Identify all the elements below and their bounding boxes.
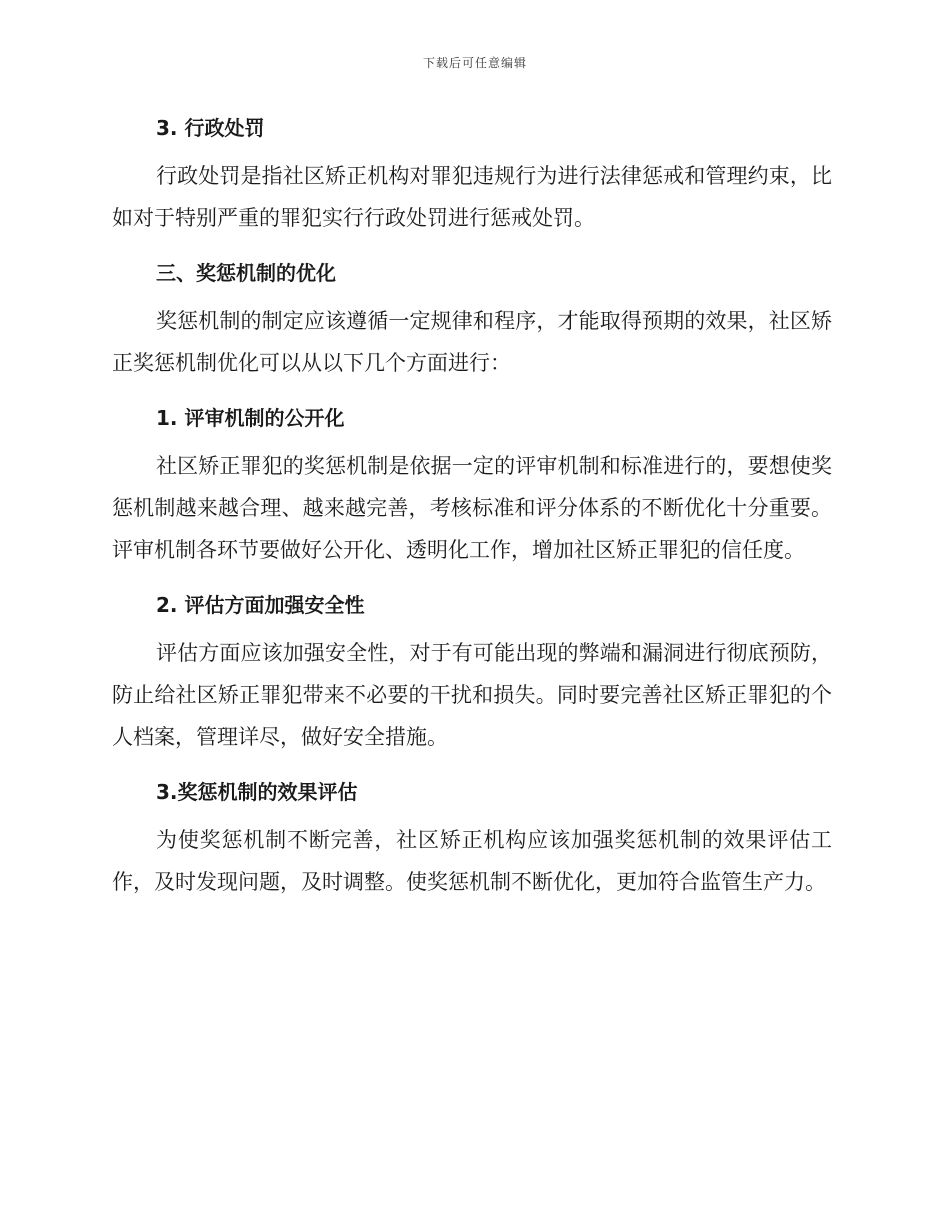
- paragraph-effect-evaluation: 为使奖惩机制不断完善，社区矫正机构应该加强奖惩机制的效果评估工作，及时发现问题，及时调整。使奖惩机制不断优化，更加符合监管生产力。: [112, 828, 832, 894]
- document-body: [112, 110, 832, 903]
- section-heading-assessment-security: 2. 评估方面加强安全性: [156, 593, 365, 617]
- page-header: 下载后可任意编辑: [422, 56, 527, 70]
- section-heading-administrative-penalty: 3. 行政处罚: [156, 116, 265, 140]
- paragraph-review-openness: 社区矫正罪犯的奖惩机制是依据一定的评审机制和标准进行的，要想使奖惩机制越来越合理、越来越完善，考核标准和评分体系的不断优化十分重要。评审机制各环节要做好公开化、透明化工作，增加社区矫正罪犯的信任度。: [112, 454, 832, 562]
- paragraph-administrative-penalty: 行政处罚是指社区矫正机构对罪犯违规行为进行法律惩戒和管理约束，比如对于特别严重的罪犯实行行政处罚进行惩戒处罚。: [112, 164, 832, 230]
- section-heading-optimization: 三、奖惩机制的优化: [156, 261, 336, 285]
- paragraph-assessment-security: 评估方面应该加强安全性，对于有可能出现的弊端和漏洞进行彻底预防，防止给社区矫正罪犯带来不必要的干扰和损失。同时要完善社区矫正罪犯的个人档案，管理详尽，做好安全措施。: [112, 641, 832, 749]
- paragraph-optimization-intro: 奖惩机制的制定应该遵循一定规律和程序，才能取得预期的效果，社区矫正奖惩机制优化可以从以下几个方面进行：: [112, 309, 832, 375]
- section-heading-review-openness: 1. 评审机制的公开化: [156, 406, 345, 430]
- section-heading-effect-evaluation: 3.奖惩机制的效果评估: [156, 780, 358, 804]
